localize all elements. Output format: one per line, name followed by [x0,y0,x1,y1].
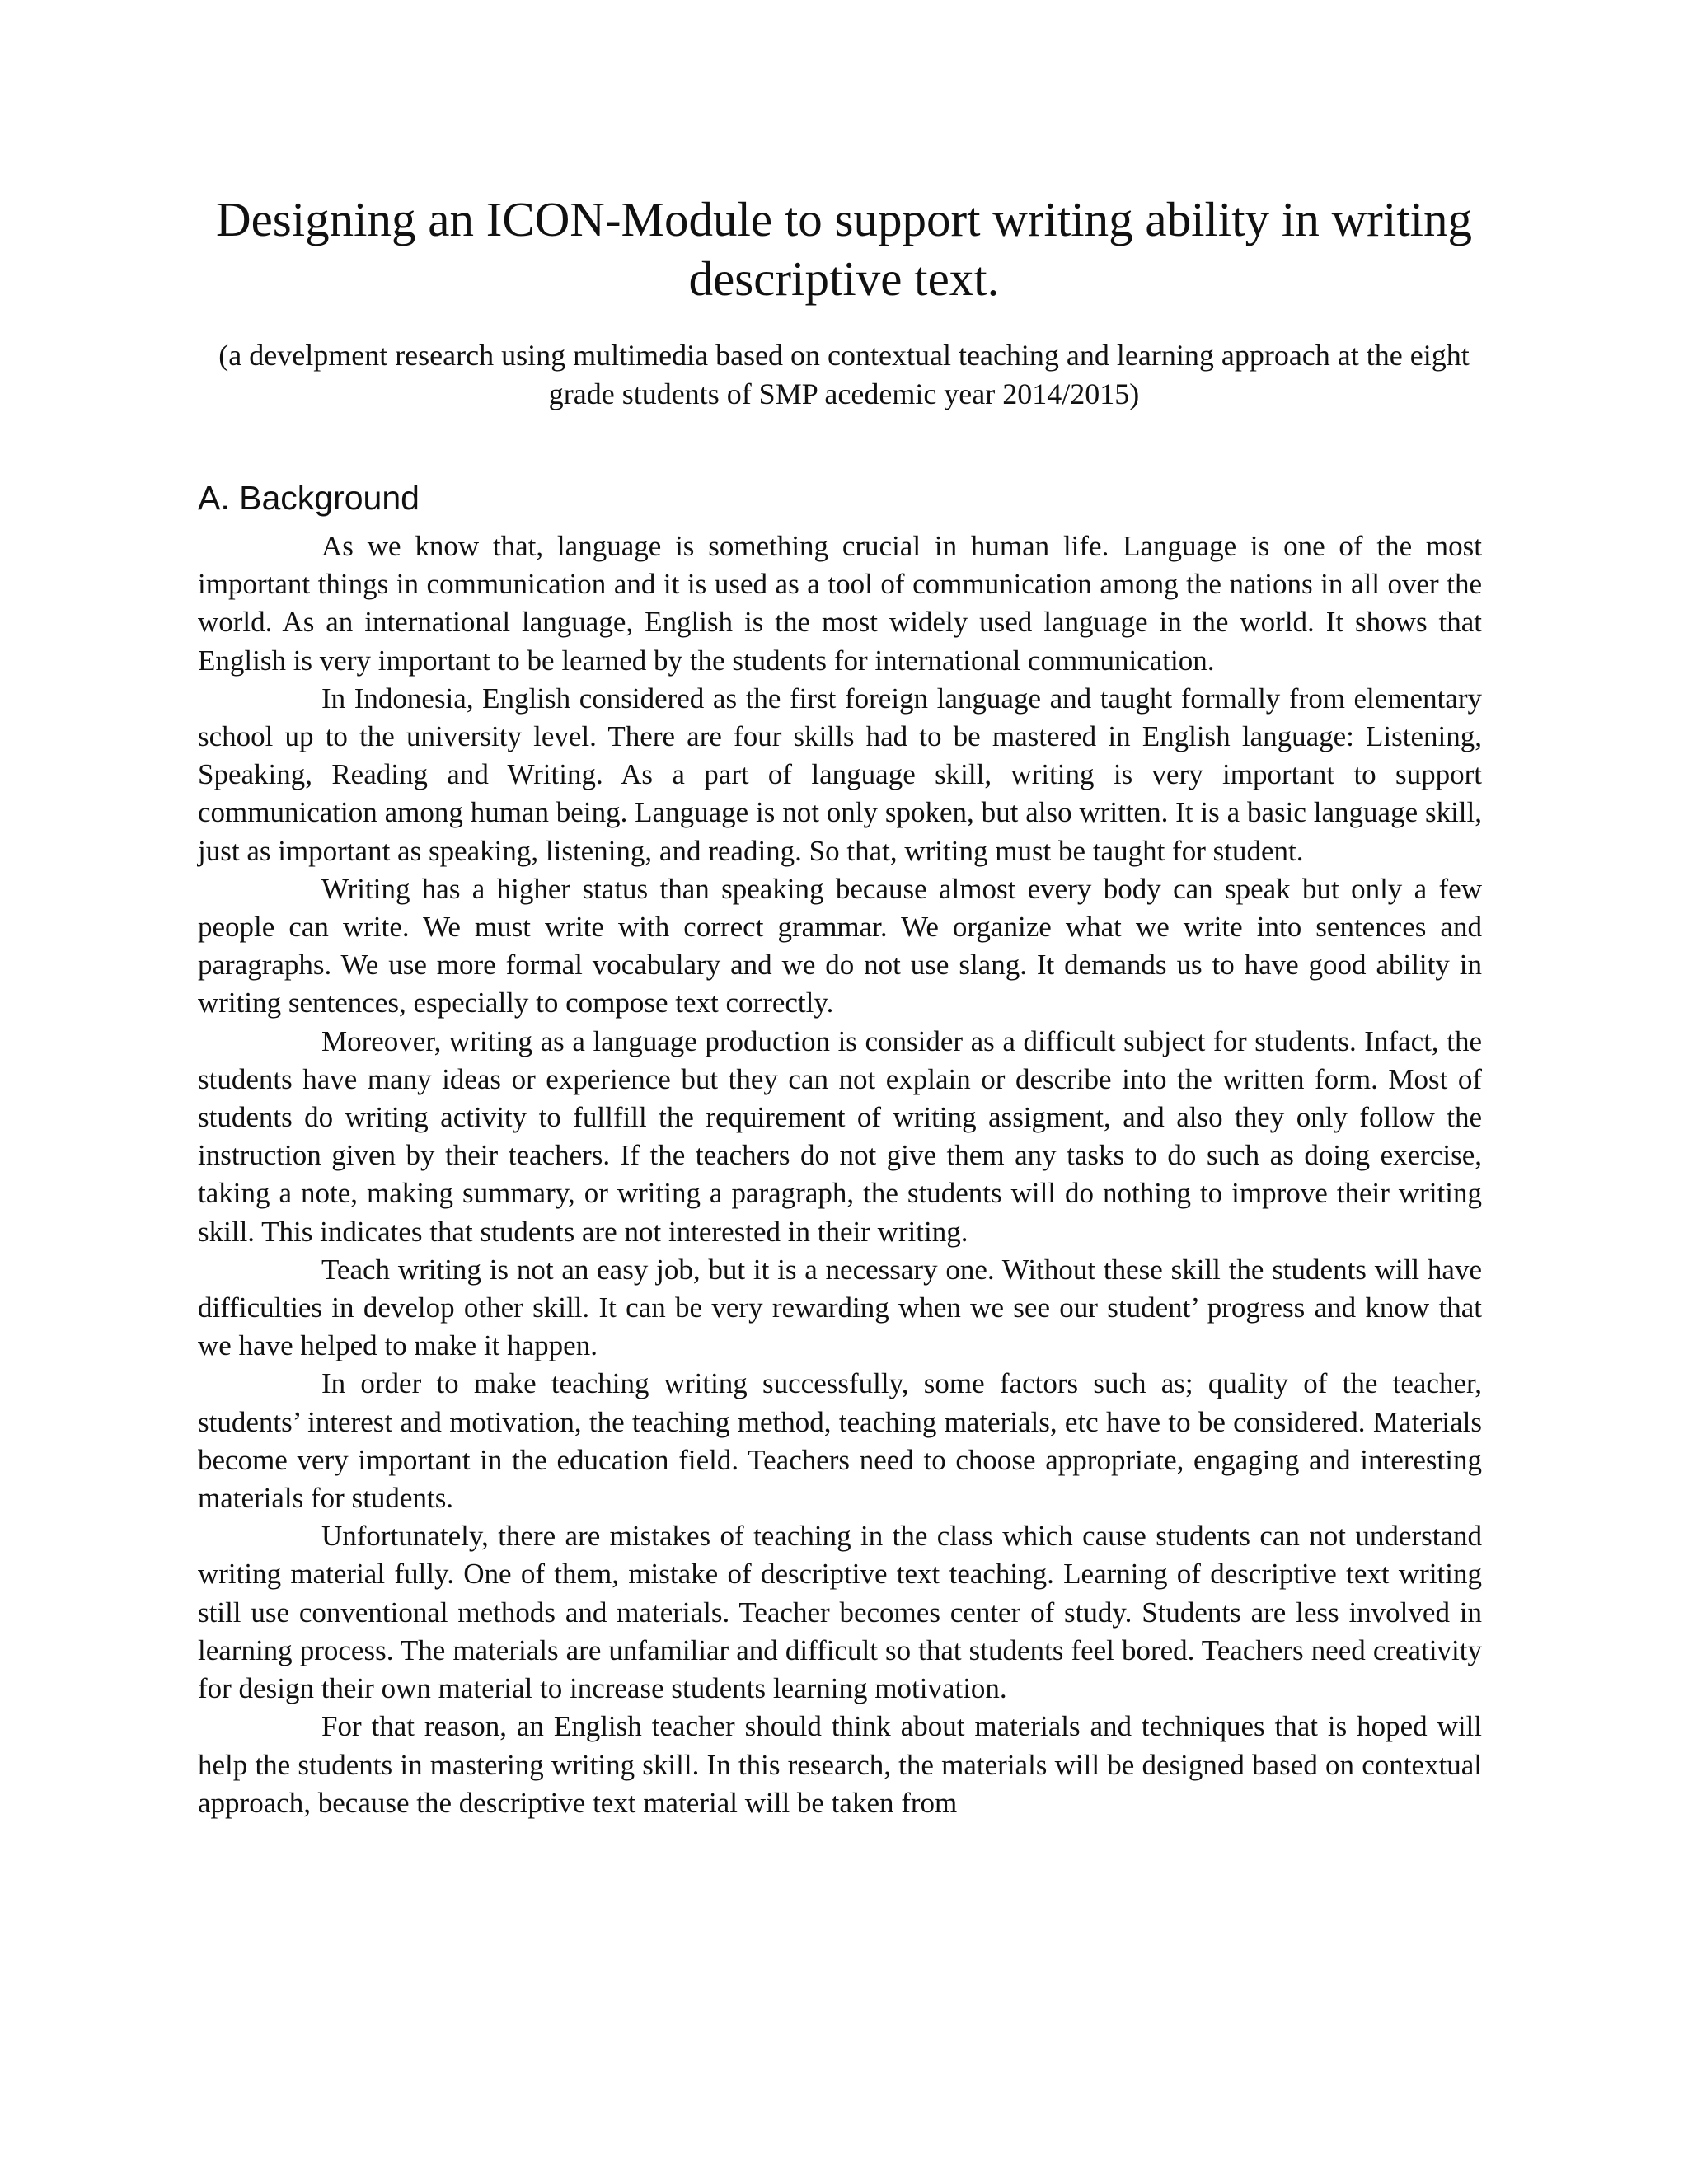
paragraph: As we know that, language is something crucial in human life. Language is one of the most important things in communication and it is used as a tool of communication among the nations in all over the world. As an international language, English is the most widely used language in the world. It shows that English is very important to be learned by the students for international communication. [198,530,1482,677]
paragraph: For that reason, an English teacher should think about materials and techniques that is hoped will help the students in mastering writing skill. In this research, the materials will be designed based on contextual approach, because the descriptive text material will be taken from [198,1710,1482,1819]
paragraph: Writing has a higher status than speaking because almost every body can speak but only a few people can write. We must write with correct grammar. We organize what we write into sentences and paragraphs. We use more formal vocabulary and we do not use slang. It demands us to have good ability in writing sentences, especially to compose text correctly. [198,872,1482,1019]
document-title: Designing an ICON-Module to support writing ability in writing descriptive text. [215,192,1473,306]
paragraph: Unfortunately, there are mistakes of teaching in the class which cause students can not understand writing material fully. One of them, mistake of descriptive text teaching. Learning of descriptive text writing still use conventional methods and materials. Teacher becomes center of study. Students are less involved in learning process. The materials are unfamiliar and difficult so that students feel bored. Teachers need creativity for design their own material to increase students learning motivation. [198,1520,1482,1705]
document-subtitle: (a develpment research using multimedia based on contextual teaching and learning approach at the eight grade students of SMP acedemic year 2014/2015) [218,339,1470,410]
paragraph: Moreover, writing as a language production is consider as a difficult subject for students. Infact, the students have many ideas or experience but they can not explain or describe into the written form. Most of students do writing activity to fullfill the requirement of writing assigment, and also they only follow the instruction given by their teachers. If the teachers do not give them any tasks to do such as doing exercise, taking a note, making summary, or writing a paragraph, the students will do nothing to improve their writing skill. This indicates that students are not interested in their writing. [198,1024,1482,1248]
body-text [198,527,1482,1822]
paragraph: Teach writing is not an easy job, but it is a necessary one. Without these skill the students will have difficulties in develop other skill. It can be very rewarding when we see our student’ progress and know that we have helped to make it happen. [198,1253,1482,1362]
section-heading: A. Background [198,479,420,517]
paragraph: In order to make teaching writing successfully, some factors such as; quality of the teacher, students’ interest and motivation, the teaching method, teaching materials, etc have to be considered. Materials become very important in the education field. Teachers need to choose appropriate, engaging and interesting materials for students. [198,1367,1482,1515]
paragraph: In Indonesia, English considered as the first foreign language and taught formally from elementary school up to the university level. There are four skills had to be mastered in English language: Listening, Speaking, Reading and Writing. As a part of language skill, writing is very important to support communication among human being. Language is not only spoken, but also written. It is a basic language skill, just as important as speaking, listening, and reading. So that, writing must be taught for student. [198,682,1482,867]
